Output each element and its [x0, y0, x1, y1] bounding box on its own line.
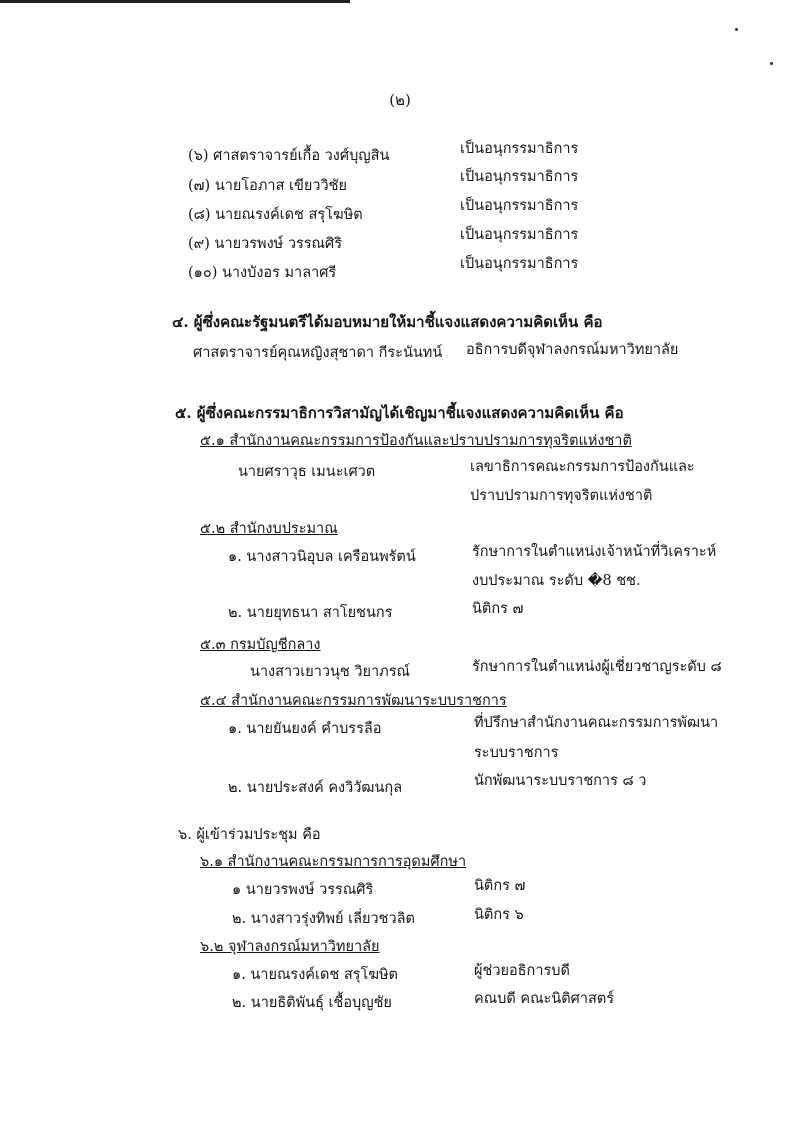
section-5-4-person2-name: ๒. นายประสงค์ คงวิวัฒนกุล — [228, 780, 403, 796]
section-5-4-person1-role-cont: ระบบราชการ — [474, 745, 559, 761]
section-5-4-person2-role: นักพัฒนาระบบราชการ ๘ ว — [474, 773, 647, 789]
section-5-2-person2-name: ๒. นายยุทธนา สาโยชนกร — [228, 605, 393, 621]
member-role: เป็นอนุกรรมาธิการ — [460, 169, 579, 185]
section-6-1-person2-name: ๒. นางสาวรุ่งทิพย์ เลี่ยวชวลิต — [232, 911, 415, 927]
section-6-2-person2-name: ๒. นายธิติพันธุ์ เชื้อบุญชัย — [232, 995, 392, 1011]
section-5-2-person1-role-cont: งบประมาณ ระดับ �8 ชช. — [472, 573, 641, 589]
section-5-2-person2-role: นิติกร ๗ — [472, 601, 524, 617]
scan-edge-line — [0, 0, 350, 3]
section-5-1-role-cont: ปราบปรามการทุจริตแห่งชาติ — [470, 488, 653, 504]
member-role: เป็นอนุกรรมาธิการ — [460, 198, 579, 214]
section-5-heading: ๕. ผู้ซึ่งคณะกรรมาธิการวิสามัญได้เชิญมาชี้แจงแสดงความคิดเห็น คือ — [175, 404, 624, 422]
member-name: (๗) นายโอภาส เขียววิชัย — [188, 178, 348, 194]
section-5-4-person1-role: ที่ปรึกษาสำนักงานคณะกรรมการพัฒนา — [474, 715, 719, 731]
section-5-4-title: ๕.๔ สำนักงานคณะกรรมการพัฒนาระบบราชการ — [200, 693, 507, 709]
section-6-1-person2-role: นิติกร ๖ — [474, 907, 524, 923]
section-5-1-name: นายศราวุธ เมนะเศวต — [238, 464, 376, 480]
section-6-heading: ๖. ผู้เข้าร่วมประชุม คือ — [178, 827, 321, 843]
section-6-2-person1-role: ผู้ช่วยอธิการบดี — [474, 963, 570, 979]
section-6-1-person1-role: นิติกร ๗ — [474, 878, 526, 894]
section-5-1-role: เลขาธิการคณะกรรมการป้องกันและ — [470, 459, 695, 475]
section-5-3-role: รักษาการในตำแหน่งผู้เชี่ยวชาญระดับ ๘ — [472, 659, 722, 675]
section-5-3-name: นางสาวเยาวนุช วิยาภรณ์ — [250, 664, 410, 680]
member-name: (๘) นายณรงค์เดช สรุโฆษิต — [188, 207, 363, 223]
member-name: (๑๐) นางบังอร มาลาศรี — [188, 265, 337, 281]
section-4-name: ศาสตราจารย์คุณหญิงสุชาดา กีระนันทน์ — [193, 345, 443, 361]
section-4-role: อธิการบดีจุฬาลงกรณ์มหาวิทยาลัย — [466, 342, 679, 358]
section-6-1-title: ๖.๑ สำนักงานคณะกรรมการการอุดมศึกษา — [200, 854, 467, 870]
section-5-2-person1-name: ๑. นางสาวนิอุบล เครือนพรัตน์ — [228, 549, 416, 565]
section-5-1-title: ๕.๑ สำนักงานคณะกรรมการป้องกันและปราบปรามการทุจริตแห่งชาติ — [200, 433, 632, 449]
section-6-2-title: ๖.๒ จุฬาลงกรณ์มหาวิทยาลัย — [200, 939, 380, 955]
page-number: (๒) — [389, 91, 411, 109]
section-6-2-person1-name: ๑. นายณรงค์เดช สรุโฆษิต — [232, 967, 398, 983]
member-name: (๙) นายวรพงษ์ วรรณศิริ — [188, 236, 342, 252]
section-5-3-title: ๕.๓ กรมบัญชีกลาง — [200, 637, 321, 653]
member-role: เป็นอนุกรรมาธิการ — [460, 227, 579, 243]
section-4-heading: ๔. ผู้ซึ่งคณะรัฐมนตรีได้มอบหมายให้มาชี้แจงแสดงความคิดเห็น คือ — [172, 313, 603, 331]
scan-speck — [735, 28, 738, 31]
section-5-2-title: ๕.๒ สำนักงบประมาณ — [200, 521, 338, 537]
scan-speck — [770, 62, 773, 65]
section-5-4-person1-name: ๑. นายยันยงค์ คำบรรลือ — [228, 721, 382, 737]
member-role: เป็นอนุกรรมาธิการ — [460, 256, 579, 272]
section-6-1-person1-name: ๑ นายวรพงษ์ วรรณศิริ — [232, 882, 374, 898]
member-name: (๖) ศาสตราจารย์เกื้อ วงศ์บุญสิน — [188, 148, 390, 164]
section-5-2-person1-role: รักษาการในตำแหน่งเจ้าหน้าที่วิเคราะห์ — [472, 544, 717, 560]
member-role: เป็นอนุกรรมาธิการ — [460, 141, 579, 157]
section-6-2-person2-role: คณบดี คณะนิติศาสตร์ — [474, 991, 615, 1007]
